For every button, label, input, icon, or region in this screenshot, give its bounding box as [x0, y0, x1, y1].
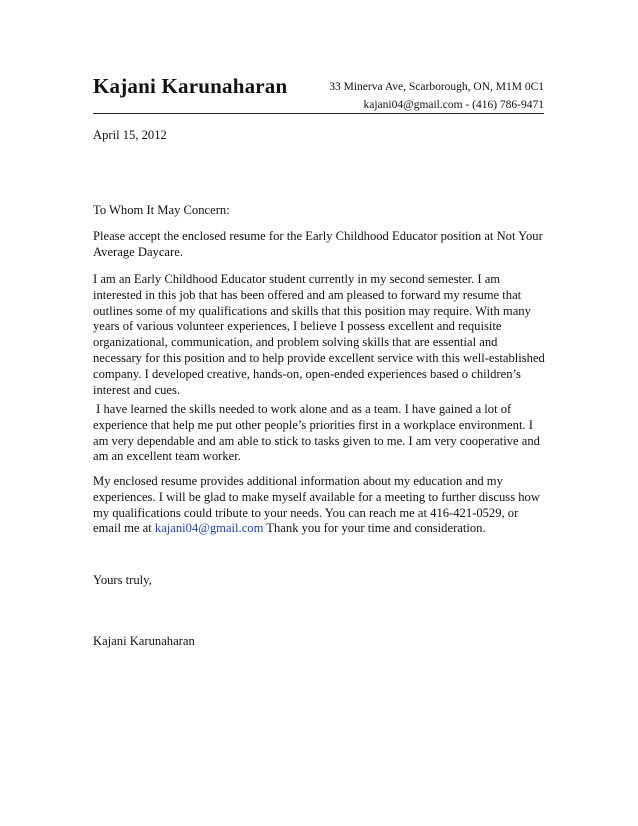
- paragraph-text: Thank you for your time and consideration.: [263, 521, 486, 536]
- email-link[interactable]: kajani04@gmail.com: [154, 521, 264, 536]
- header-divider: [93, 113, 544, 114]
- body-paragraph-2: I am an Early Childhood Educator student currently in my second semester. I am interested in this job that has been offered and am pleased to forward my resume that outlines some of my qualifications and skills that this position may require. With many years of various volunteer experiences, I believe I possess excellent and requisite organizational, communication, and problem solving skills that are essential and necessary for this position and to help provide excellent service with this well-established company. I developed creative, hands-on, open-ended experiences based o children’s interest and cues.: [93, 272, 545, 397]
- body-paragraph-3: I have learned the skills needed to work alone and as a team. I have gained a lot of experience that help me put other people’s priorities first in a workplace environment. I am very dependable and am able to stick to tasks given to me. I am very cooperative and am an excellent team worker.: [93, 402, 544, 464]
- sender-address: 33 Minerva Ave, Scarborough, ON, M1M 0C1: [329, 81, 544, 93]
- letter-date: April 15, 2012: [93, 128, 167, 142]
- letterhead: [93, 74, 544, 114]
- closing: Yours truly,: [93, 573, 152, 587]
- paragraph-text: My enclosed resume provides additional information about my education and my experiences. I will be glad to make myself available for a meeting to further discuss how my qualifications could tribute to your needs. You can reach me at 416-421-0529, or email me at: [93, 474, 540, 536]
- body-paragraph-1: Please accept the enclosed resume for the Early Childhood Educator position at Not Your Average Daycare.: [93, 229, 543, 259]
- signature: Kajani Karunaharan: [93, 634, 195, 648]
- sender-contact: kajani04@gmail.com - (416) 786-9471: [363, 99, 544, 111]
- sender-name: Kajani Karunaharan: [93, 74, 288, 98]
- body-paragraph-4: [93, 474, 548, 537]
- salutation: To Whom It May Concern:: [93, 203, 230, 217]
